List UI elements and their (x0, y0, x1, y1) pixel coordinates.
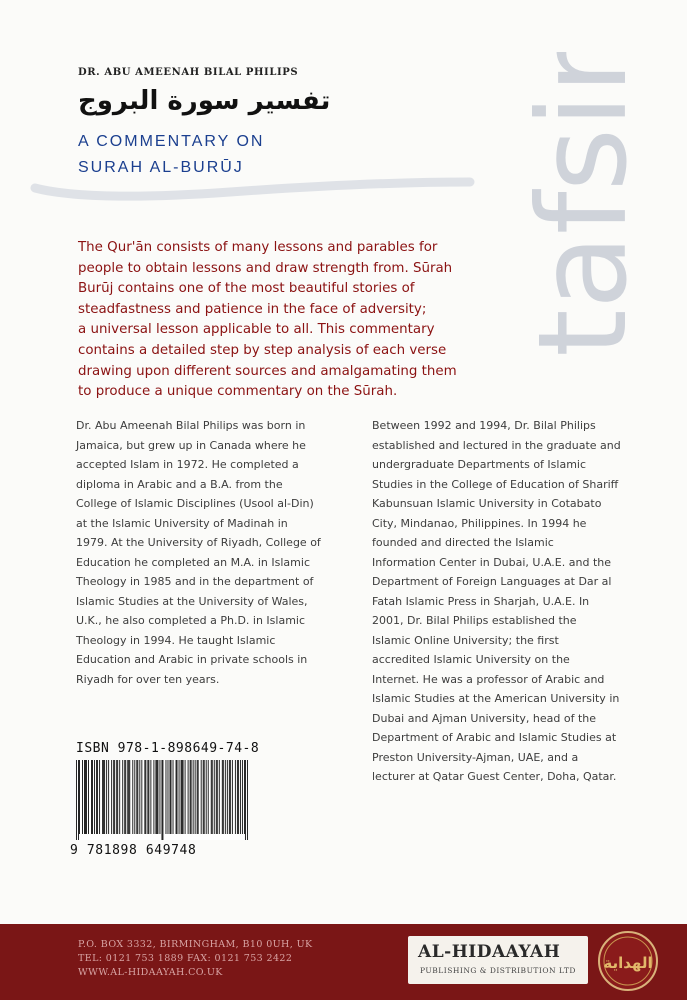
barcode-bar (103, 760, 104, 834)
barcode-bar (206, 760, 207, 834)
barcode-bar (197, 760, 198, 834)
barcode-bar (201, 760, 202, 834)
barcode-bar (170, 760, 171, 834)
barcode-bar (78, 760, 79, 840)
bio-line: Islamic Online University; the first (372, 633, 559, 647)
barcode-bar (153, 760, 154, 834)
barcode-bar (113, 760, 114, 834)
publisher-brand-box (408, 936, 588, 984)
barcode-bar (84, 760, 85, 834)
barcode-bar (190, 760, 191, 834)
bio-line: accredited Islamic University on the (372, 653, 570, 666)
barcode-bar (136, 760, 137, 834)
blurb-paragraph (78, 238, 538, 403)
barcode-bar (97, 760, 98, 834)
bio-line: 1979. At the University of Riyadh, College of (76, 536, 321, 549)
barcode-bar (86, 760, 87, 834)
barcode-bar (173, 760, 174, 834)
website-line: WWW.AL-HIDAAYAH.CO.UK (78, 967, 223, 978)
barcode-bar (91, 760, 92, 834)
bio-right-column (372, 416, 662, 787)
barcode-bar (237, 760, 238, 834)
bio-line: at the Islamic University of Madinah in (76, 516, 288, 530)
barcode-bar (125, 760, 126, 834)
barcode-bar (127, 760, 128, 834)
barcode-bar (227, 760, 228, 834)
watermark-word: tafsir (512, 52, 654, 357)
barcode-bar (223, 760, 224, 834)
barcode-bar (185, 760, 186, 834)
barcode-bar (144, 760, 145, 834)
barcode-bar (229, 760, 230, 834)
barcode-bar (141, 760, 142, 834)
barcode-bar (216, 760, 217, 834)
barcode-bar (182, 760, 183, 834)
barcode-bar (208, 760, 209, 834)
barcode-bar (232, 760, 233, 834)
bio-line: Internet. He was a professor of Arabic and (372, 672, 605, 686)
barcode-bar (111, 760, 112, 834)
bio-line: Kabunsuan Islamic University in Cotabato (372, 497, 602, 510)
bio-line: Education and Arabic in private schools in (76, 653, 308, 666)
barcode-bar (92, 760, 93, 834)
barcode-bar (212, 760, 213, 834)
phone-fax-line: TEL: 0121 753 1889 FAX: 0121 753 2422 (78, 953, 293, 964)
blurb-line: to produce a unique commentary on the Sūrah. (78, 384, 398, 400)
barcode-bar (235, 760, 236, 834)
barcode-bar (247, 760, 248, 840)
barcode-bar (79, 760, 80, 834)
barcode-bar (139, 760, 140, 834)
bio-line: Riyadh for over ten years. (76, 672, 220, 686)
barcode-bar (171, 760, 172, 834)
barcode-bar (159, 760, 160, 834)
bio-line: Islamic Studies at the American University in (372, 692, 620, 705)
logo-arabic-text: الهداية (603, 954, 653, 972)
barcode-bar (244, 760, 245, 834)
barcode-bar (132, 760, 133, 834)
barcode-bar (157, 760, 158, 834)
barcode-bar (222, 760, 223, 834)
barcode-bar (129, 760, 130, 834)
barcode-bar (195, 760, 196, 834)
barcode-bar (188, 760, 189, 834)
publisher-name: AL-HIDAAYAH (418, 942, 561, 962)
bio-line: Between 1992 and 1994, Dr. Bilal Philips (372, 419, 596, 432)
bio-line: U.K., he also completed a Ph.D. in Islamic (76, 614, 306, 627)
barcode-bar (148, 760, 149, 834)
bio-line: Education he completed an M.A. in Islamic (76, 555, 310, 569)
bio-line: established and lectured in the graduate and (372, 438, 621, 452)
barcode-icon (76, 760, 248, 840)
barcode-bar (96, 760, 97, 834)
bio-line: Theology in 1994. He taught Islamic (76, 633, 276, 647)
english-title-line-1: A COMMENTARY ON (78, 133, 265, 150)
barcode-bar (181, 760, 182, 834)
barcode-bar (176, 760, 177, 834)
blurb-line: people to obtain lessons and draw strength from. Sūrah (78, 260, 453, 276)
barcode-bar (163, 760, 164, 840)
barcode-bar (211, 760, 212, 834)
bio-left-column (76, 416, 366, 689)
bio-line: Dubai and Ajman University, head of the (372, 711, 597, 725)
bio-line: lecturer at Qatar Guest Center, Doha, Qatar. (372, 770, 617, 783)
blurb-line: drawing upon different sources and amalgamating them (78, 363, 457, 379)
barcode-bar (162, 760, 163, 840)
bio-line: 2001, Dr. Bilal Philips established the (372, 614, 577, 627)
barcode-bar (204, 760, 205, 834)
barcode-bar (128, 760, 129, 834)
bio-line: College of Islamic Disciplines (Usool al-Din) (76, 497, 314, 510)
barcode-bar (102, 760, 103, 834)
barcode-bar (203, 760, 204, 834)
blurb-line: Burūj contains one of the most beautiful stories of (78, 281, 415, 297)
publisher-logo-icon (596, 928, 660, 994)
barcode-bar (238, 760, 239, 834)
barcode-bar (122, 760, 123, 834)
isbn-label: ISBN 978-1-898649-74-8 (76, 741, 260, 756)
barcode-bar (168, 760, 169, 834)
bio-line: Studies in the College of Education of Shariff (372, 477, 619, 491)
barcode-bar (82, 760, 83, 834)
barcode-bar (114, 760, 115, 834)
barcode-bar (137, 760, 138, 834)
barcode-bar (117, 760, 118, 834)
barcode-bar (94, 760, 95, 834)
bio-line: undergraduate Departments of Islamic (372, 458, 587, 471)
barcode-bar (193, 760, 194, 834)
address-line: P.O. BOX 3332, BIRMINGHAM, B10 0UH, UK (78, 939, 313, 950)
bio-line: Islamic Studies at the University of Wales, (76, 594, 308, 608)
barcode-bar (242, 760, 243, 834)
bio-line: Fatah Islamic Press in Sharjah, U.A.E. In (372, 594, 590, 608)
author-name: DR. ABU AMEENAH BILAL PHILIPS (78, 67, 299, 78)
blurb-line: a universal lesson applicable to all. This commentary (78, 322, 435, 338)
barcode-bar (134, 760, 135, 834)
barcode-bar (183, 760, 184, 834)
barcode-bar (240, 760, 241, 834)
barcode-bar (191, 760, 192, 834)
english-title-line-2: SURAH AL-BURŪJ (78, 159, 244, 176)
bio-line: Department of Arabic and Islamic Studies at (372, 731, 617, 744)
publisher-address (78, 938, 312, 980)
bio-line: Jamaica, but grew up in Canada where he (76, 438, 306, 452)
barcode-bar (166, 760, 167, 834)
barcode-bar (245, 760, 246, 840)
barcode-bar (179, 760, 180, 834)
bio-line: accepted Islam in 1972. He completed a (76, 458, 299, 471)
barcode-bar (104, 760, 105, 834)
barcode-bar (106, 760, 107, 834)
barcode-bar (177, 760, 178, 834)
barcode-bar (147, 760, 148, 834)
barcode-bar (150, 760, 151, 834)
bio-line: City, Mindanao, Philippines. In 1994 he (372, 516, 587, 530)
barcode-bar (217, 760, 218, 834)
barcode-bar (88, 760, 89, 834)
bio-line: Theology in 1985 and in the department of (76, 575, 314, 588)
blurb-line: steadfastness and patience in the face of adversity; (78, 301, 427, 317)
publisher-subtitle: PUBLISHING & DISTRIBUTION LTD (420, 966, 576, 975)
barcode-bar (214, 760, 215, 834)
barcode-bar (145, 760, 146, 834)
bio-line: Department of Foreign Languages at Dar al (372, 575, 612, 588)
bio-line: diploma in Arabic and a B.A. from the (76, 477, 283, 491)
barcode-bar (85, 760, 86, 834)
bio-line: Dr. Abu Ameenah Bilal Philips was born in (76, 419, 306, 432)
blurb-line: contains a detailed step by step analysis of each verse (78, 342, 447, 358)
barcode-digits: 9 781898 649748 (70, 843, 197, 858)
bio-line: Preston University-Ajman, UAE, and a (372, 750, 579, 764)
publisher-footer (0, 924, 687, 1000)
barcode-bar (124, 760, 125, 834)
barcode-bar (225, 760, 226, 834)
barcode-bar (116, 760, 117, 834)
barcode-bar (198, 760, 199, 834)
barcode-bar (76, 760, 77, 840)
arabic-title: تفسير سورة البروج (78, 86, 331, 116)
barcode-bar (119, 760, 120, 834)
barcode-bar (99, 760, 100, 834)
bio-line: Information Center in Dubai, U.A.E. and the (372, 555, 611, 569)
blurb-line: The Qur'ān consists of many lessons and parables for (78, 240, 438, 255)
barcode-bar (156, 760, 157, 834)
barcode-bar (108, 760, 109, 834)
barcode-bar (155, 760, 156, 834)
barcode-bar (219, 760, 220, 834)
bio-line: founded and directed the Islamic (372, 536, 554, 549)
barcode-bar (230, 760, 231, 834)
